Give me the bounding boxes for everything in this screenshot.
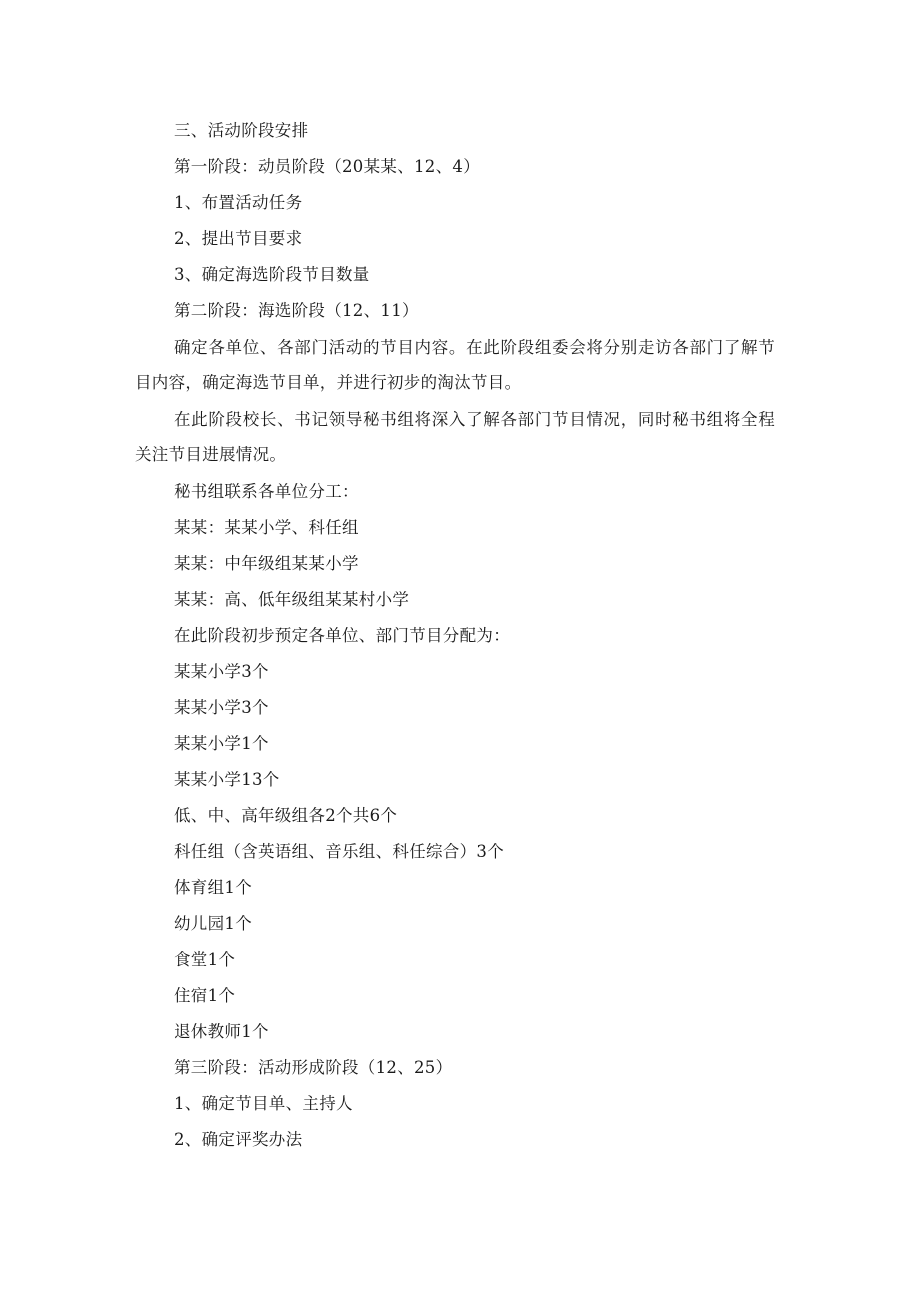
stage2-paragraph-1: 确定各单位、各部门活动的节目内容。在此阶段组委会将分别走访各部门了解节目内容，确定海选节目单，并进行初步的淘汰节目。: [135, 338, 775, 392]
allocation-item: 科任组（含英语组、音乐组、科任综合）3个: [174, 842, 504, 861]
allocation-item: 某某小学13个: [174, 770, 280, 789]
allocation-item: 住宿1个: [174, 986, 236, 1005]
allocation-item: 某某小学1个: [174, 734, 269, 753]
allocation-item: 低、中、高年级组各2个共6个: [174, 806, 398, 825]
stage1-title: 第一阶段：动员阶段（20某某、12、4）: [174, 157, 480, 176]
stage3-title: 第三阶段：活动形成阶段（12、25）: [174, 1058, 453, 1077]
division-heading: 秘书组联系各单位分工：: [174, 482, 359, 501]
allocation-item: 幼儿园1个: [174, 914, 252, 933]
division-item: 某某：某某小学、科任组: [174, 518, 359, 537]
stage1-item: 2、提出节目要求: [174, 229, 303, 248]
division-item: 某某：高、低年级组某某村小学: [174, 590, 410, 609]
allocation-item: 体育组1个: [174, 878, 252, 897]
allocation-item: 某某小学3个: [174, 698, 269, 717]
stage3-item: 2、确定评奖办法: [174, 1130, 303, 1149]
stage1-item: 3、确定海选阶段节目数量: [174, 265, 370, 284]
allocation-item: 退休教师1个: [174, 1022, 269, 1041]
section-heading: 三、活动阶段安排: [174, 121, 309, 140]
stage1-item: 1、布置活动任务: [174, 193, 303, 212]
allocation-heading: 在此阶段初步预定各单位、部门节目分配为：: [174, 626, 510, 645]
stage3-item: 1、确定节目单、主持人: [174, 1094, 353, 1113]
allocation-item: 食堂1个: [174, 950, 236, 969]
allocation-item: 某某小学3个: [174, 662, 269, 681]
division-item: 某某：中年级组某某小学: [174, 554, 359, 573]
stage2-paragraph-2: 在此阶段校长、书记领导秘书组将深入了解各部门节目情况，同时秘书组将全程关注节目进展情况。: [135, 410, 775, 464]
stage2-title: 第二阶段：海选阶段（12、11）: [174, 301, 419, 320]
